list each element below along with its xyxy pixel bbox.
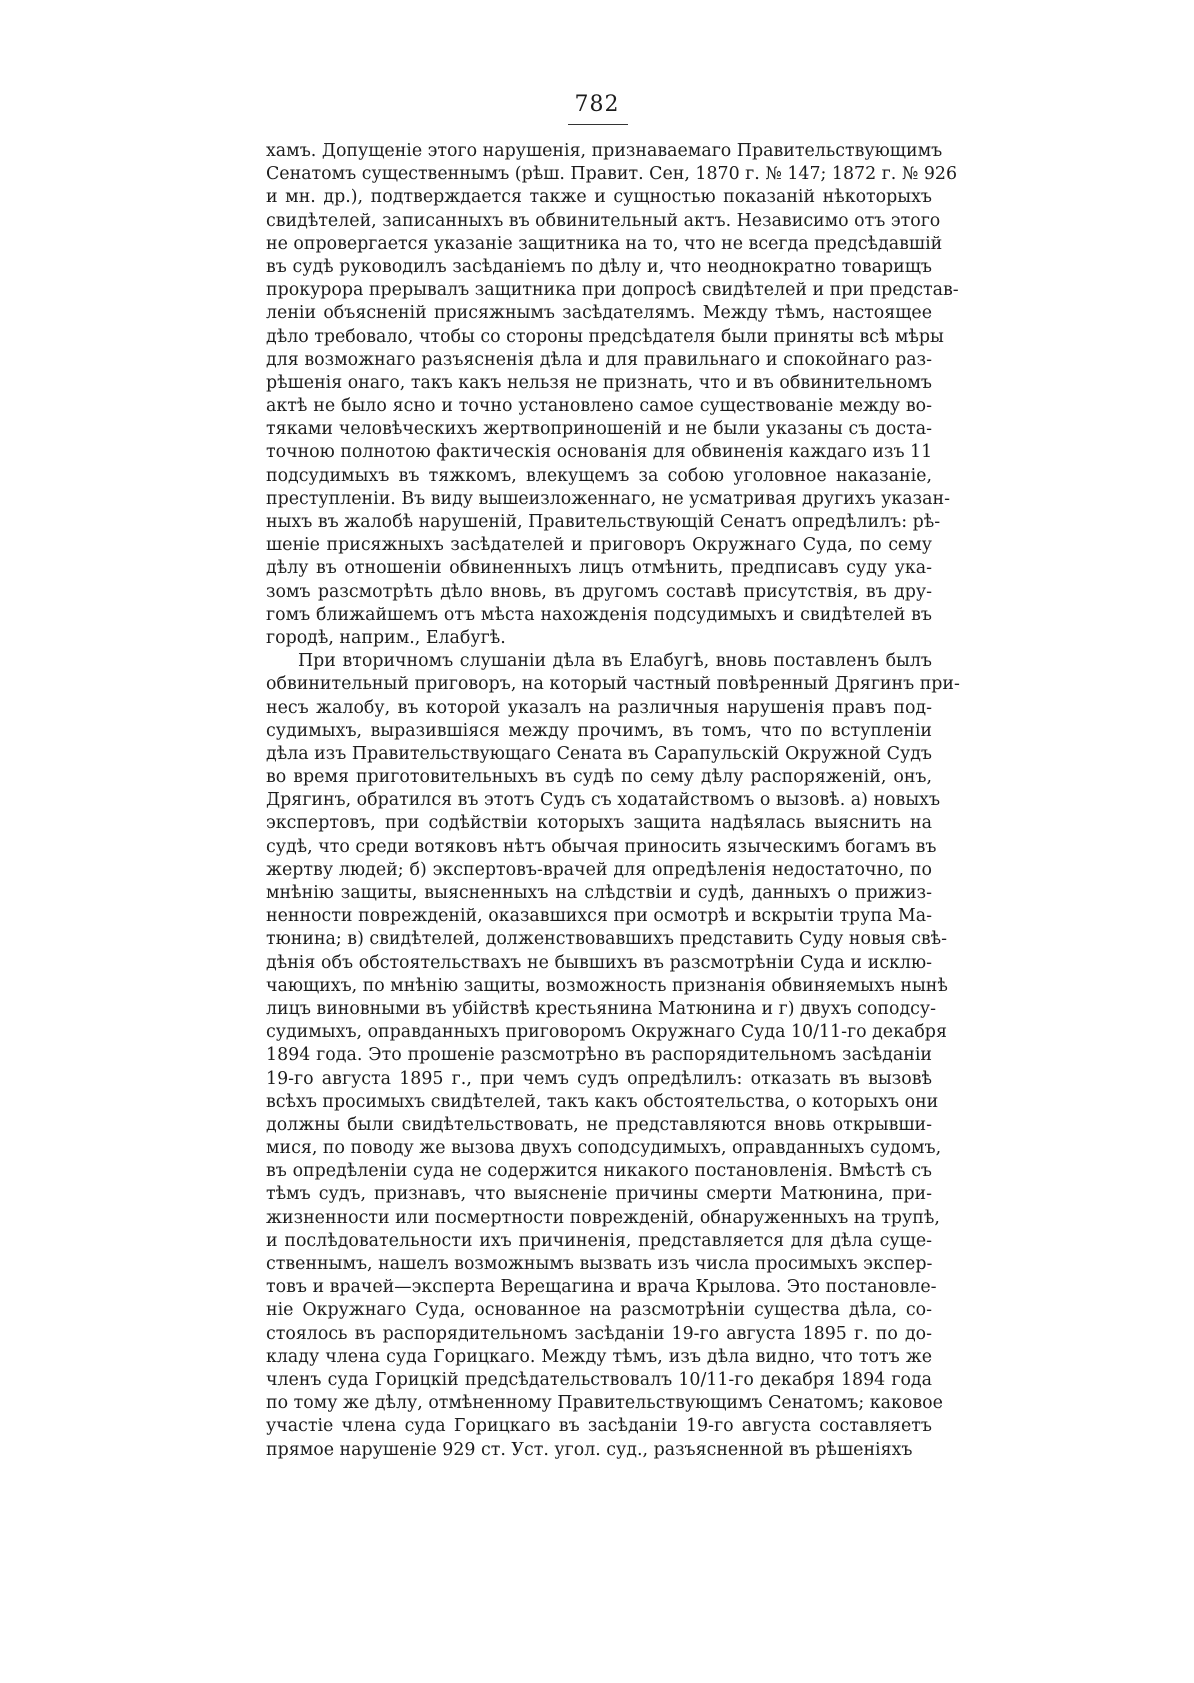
text-line: и мн. др.), подтверждается также и сущностью показаній нѣкоторыхъ xyxy=(266,187,932,208)
text-line: судимыхъ, оправданныхъ приговоромъ Окружнаго Суда 10/11-го декабря xyxy=(266,1022,947,1043)
text-line: прямое нарушеніе 929 ст. Уст. угол. суд., разъясненной въ рѣшеніяхъ xyxy=(266,1439,913,1460)
text-line: должны были свидѣтельствовать, не представляются вновь открывши- xyxy=(266,1114,932,1135)
text-line: товъ и врачей—эксперта Верещагина и врача Крылова. Это постановле- xyxy=(266,1277,937,1298)
text-line: дѣла изъ Правительствующаго Сената въ Сарапульскій Окружной Судъ xyxy=(266,743,932,764)
text-line: тѣмъ судъ, признавъ, что выясненіе причины смерти Матюнина, при- xyxy=(266,1184,932,1205)
text-line: дѣлу въ отношеніи обвиненныхъ лицъ отмѣнить, предписавъ суду ука- xyxy=(266,558,932,579)
page-number-underline xyxy=(568,124,628,125)
paragraph xyxy=(266,140,959,650)
text-line: ственнымъ, нашелъ возможнымъ вызвать изъ числа просимыхъ экспер- xyxy=(266,1254,933,1274)
text-line: стоялось въ распорядительномъ засѣданіи 19-го августа 1895 г. по до- xyxy=(266,1323,932,1344)
text-line: дѣнія объ обстоятельствахъ не бывшихъ въ разсмотрѣніи Суда и исклю- xyxy=(266,952,932,973)
text-line: жертву людей; б) экспертовъ-врачей для опредѣленія недостаточно, по xyxy=(266,859,932,880)
text-line: ненности поврежденій, оказавшихся при осмотрѣ и вскрытіи трупа Ма- xyxy=(266,906,932,927)
text-line: судимыхъ, выразившіяся между прочимъ, въ томъ, что по вступленіи xyxy=(266,720,932,741)
text-line: ныхъ въ жалобѣ нарушеній, Правительствующій Сенатъ опредѣлилъ: рѣ- xyxy=(266,512,941,532)
text-line: леніи объясненій присяжнымъ засѣдателямъ. Между тѣмъ, настоящее xyxy=(266,303,932,324)
text-line: Сенатомъ существеннымъ (рѣш. Правит. Сен, 1870 г. № 147; 1872 г. № 926 xyxy=(266,164,958,185)
text-line: актѣ не было ясно и точно установлено самое существованіе между во- xyxy=(266,396,932,417)
text-line: для возможнаго разъясненія дѣла и для правильнаго и спокойнаго раз- xyxy=(266,349,932,370)
text-line: обвинительный приговоръ, на который частный повѣренный Дрягинъ при- xyxy=(266,674,960,695)
text-line: тюнина; в) свидѣтелей, долженствовавшихъ представить Суду новыя свѣ- xyxy=(266,929,947,950)
text-line: 19-го августа 1895 г., при чемъ судъ опредѣлилъ: отказать въ вызовѣ xyxy=(266,1068,932,1089)
text-line: по тому же дѣлу, отмѣненному Правительствующимъ Сенатомъ; каковое xyxy=(266,1393,943,1414)
text-line: во время приготовительныхъ въ судѣ по сему дѣлу распоряженій, онъ, xyxy=(266,767,932,788)
text-line: чающихъ, по мнѣнію защиты, возможность признанія обвиняемыхъ нынѣ xyxy=(266,975,948,996)
text-line: ніе Окружнаго Суда, основанное на разсмотрѣніи существа дѣла, со- xyxy=(266,1300,932,1321)
text-line: жизненности или посмертности поврежденій, обнаруженныхъ на трупѣ, xyxy=(266,1207,940,1228)
text-line: членъ суда Горицкій предсѣдательствовалъ 10/11-го декабря 1894 года xyxy=(266,1369,932,1390)
text-line: дѣло требовало, чтобы со стороны предсѣдателя были приняты всѣ мѣры xyxy=(266,326,944,347)
body-text xyxy=(266,140,960,1462)
text-line: несъ жалобу, въ которой указалъ на различныя нарушенія правъ под- xyxy=(266,697,932,718)
text-line: шеніе присяжныхъ засѣдателей и приговоръ Окружнаго Суда, по сему xyxy=(266,535,932,556)
text-line: 1894 года. Это прошеніе разсмотрѣно въ распорядительномъ засѣданіи xyxy=(266,1045,932,1066)
text-line: лицъ виновными въ убійствѣ крестьянина Матюнина и г) двухъ соподсу- xyxy=(266,998,936,1019)
text-line: всѣхъ просимыхъ свидѣтелей, такъ какъ обстоятельства, о которыхъ они xyxy=(266,1091,939,1112)
text-line: Дрягинъ, обратился въ этотъ Судъ съ ходатайствомъ о вызовѣ. а) новыхъ xyxy=(266,790,941,811)
text-line: При вторичномъ слушаніи дѣла въ Елабугѣ, вновь поставленъ былъ xyxy=(298,651,932,672)
text-line: зомъ разсмотрѣть дѣло вновь, въ другомъ составѣ присутствія, въ дру- xyxy=(266,581,932,602)
text-line: не опровергается указаніе защитника на то, что не всегда предсѣдавшій xyxy=(266,233,943,254)
text-line: гомъ ближайшемъ отъ мѣста нахожденія подсудимыхъ и свидѣтелей въ xyxy=(266,604,932,625)
text-line: мнѣнію защиты, выясненныхъ на слѣдствіи и судѣ, данныхъ о прижиз- xyxy=(266,883,932,903)
text-line: тяками человѣческихъ жертвоприношеній и не были указаны съ доста- xyxy=(266,419,932,440)
page-number: 782 xyxy=(574,92,620,117)
text-line: экспертовъ, при содѣйствіи которыхъ защита надѣялась выяснить на xyxy=(266,813,932,834)
text-line: кладу члена суда Горицкаго. Между тѣмъ, изъ дѣла видно, что тотъ же xyxy=(266,1346,932,1367)
text-line: городѣ, наприм., Елабугѣ. xyxy=(266,627,506,648)
text-line: прокурора прерывалъ защитника при допросѣ свидѣтелей и при представ- xyxy=(266,280,959,301)
text-line: мися, по поводу же вызова двухъ соподсудимыхъ, оправданныхъ судомъ, xyxy=(266,1138,942,1159)
text-line: подсудимыхъ въ тяжкомъ, влекущемъ за собою уголовное наказаніе, xyxy=(266,465,932,486)
text-line: преступленіи. Въ виду вышеизложеннаго, не усматривая другихъ указан- xyxy=(266,488,950,509)
text-line: рѣшенія онаго, такъ какъ нельзя не признать, что и въ обвинительномъ xyxy=(266,372,932,393)
text-line: судѣ, что среди вотяковъ нѣтъ обычая приносить языческимъ богамъ въ xyxy=(266,836,937,857)
text-line: хамъ. Допущеніе этого нарушенія, признаваемаго Правительствующимъ xyxy=(266,141,943,161)
text-line: и послѣдовательности ихъ причиненія, представляется для дѣла суще- xyxy=(266,1230,932,1251)
text-line: въ судѣ руководилъ засѣданіемъ по дѣлу и, что неоднократно товарищъ xyxy=(266,256,932,277)
text-line: участіе члена суда Горицкаго въ засѣданіи 19-го августа составляетъ xyxy=(266,1416,932,1437)
paragraph xyxy=(266,650,960,1462)
text-line: въ опредѣленіи суда не содержится никакого постановленія. Вмѣстѣ съ xyxy=(266,1161,932,1182)
text-line: свидѣтелей, записанныхъ въ обвинительный актъ. Независимо отъ этого xyxy=(266,210,941,231)
text-line: точною полнотою фактическія основанія для обвиненія каждаго изъ 11 xyxy=(266,442,933,463)
